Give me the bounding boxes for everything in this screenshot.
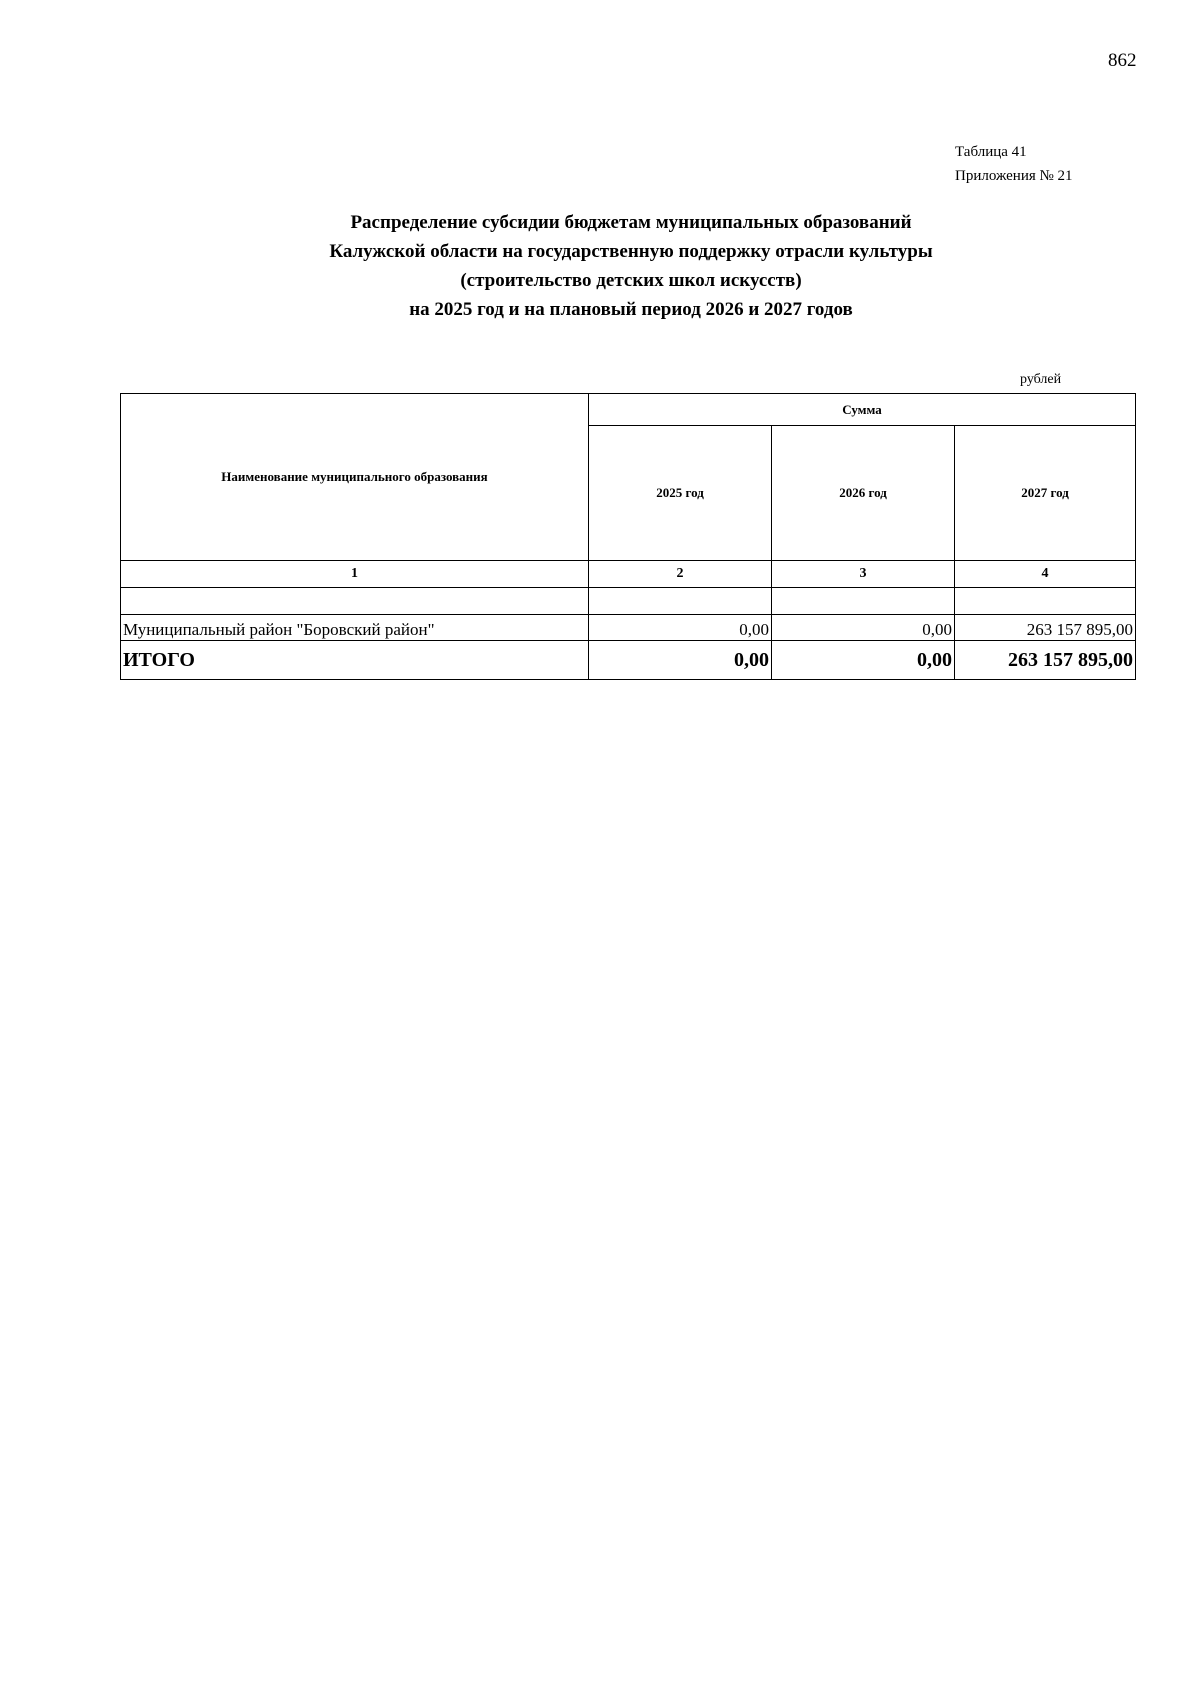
title-line-3: (строительство детских школ искусств) — [460, 270, 802, 291]
document-title — [0, 208, 1200, 324]
header-row — [121, 394, 1136, 426]
table-reference: Таблица 41 — [955, 144, 1027, 160]
total-label: ИТОГО — [121, 641, 589, 680]
spacer-cell — [121, 588, 589, 615]
column-number: 3 — [772, 561, 955, 588]
total-2025: 0,00 — [589, 641, 772, 680]
value-2026: 0,00 — [772, 615, 955, 641]
spacer-row — [121, 588, 1136, 615]
column-number: 1 — [121, 561, 589, 588]
table-row — [121, 615, 1136, 641]
column-number-row — [121, 561, 1136, 588]
total-row — [121, 641, 1136, 680]
total-2026: 0,00 — [772, 641, 955, 680]
total-2027: 263 157 895,00 — [955, 641, 1136, 680]
column-number: 2 — [589, 561, 772, 588]
appendix-reference — [955, 140, 1073, 188]
title-line-1: Распределение субсидии бюджетам муниципальных образований — [350, 212, 912, 233]
spacer-cell — [955, 588, 1136, 615]
subsidy-table — [120, 393, 1136, 680]
page-number: 862 — [1108, 50, 1137, 71]
column-number: 4 — [955, 561, 1136, 588]
municipality-name: Муниципальный район "Боровский район" — [121, 615, 589, 641]
spacer-cell — [772, 588, 955, 615]
sum-header: Сумма — [589, 394, 1136, 426]
annex-reference: Приложения № 21 — [955, 168, 1073, 184]
year-2025-header: 2025 год — [589, 426, 772, 561]
municipality-column-header: Наименование муниципального образования — [121, 394, 589, 561]
unit-label: рублей — [1020, 372, 1062, 387]
value-2027: 263 157 895,00 — [955, 615, 1136, 641]
value-2025: 0,00 — [589, 615, 772, 641]
title-line-2: Калужской области на государственную поддержку отрасли культуры — [329, 241, 933, 262]
year-2027-header: 2027 год — [955, 426, 1136, 561]
year-2026-header: 2026 год — [772, 426, 955, 561]
title-line-4: на 2025 год и на плановый период 2026 и 2027 годов — [409, 299, 853, 320]
spacer-cell — [589, 588, 772, 615]
